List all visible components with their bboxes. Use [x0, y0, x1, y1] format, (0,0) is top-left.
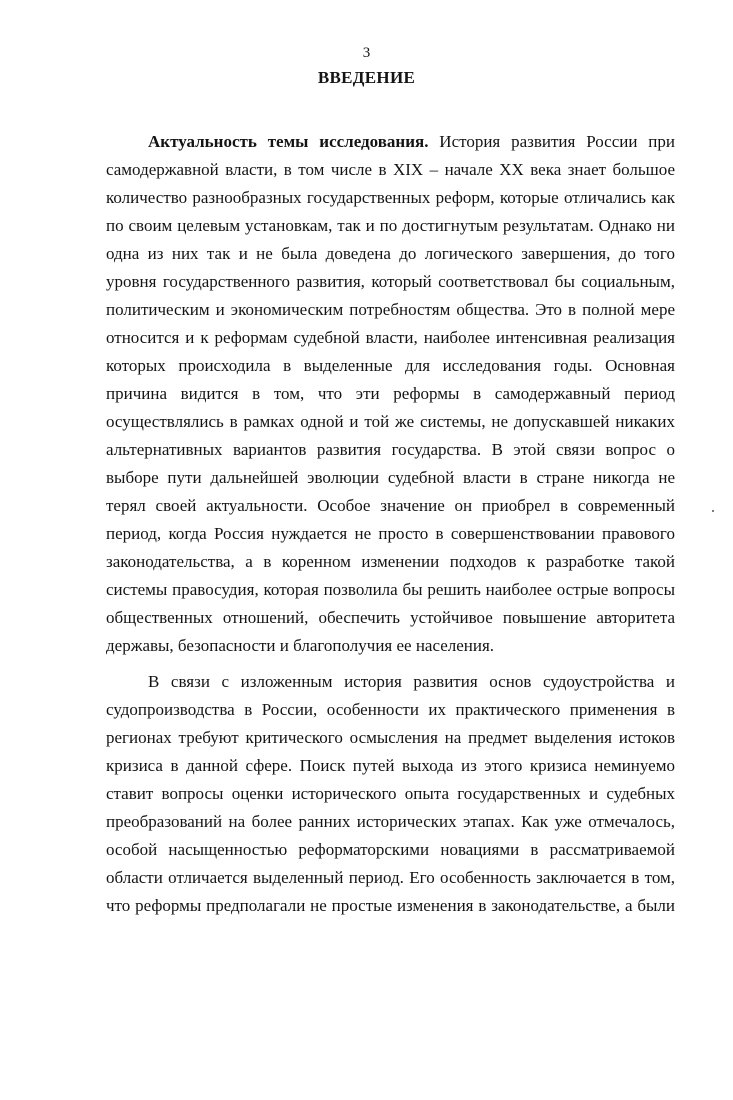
paragraph-line: особой насыщенностью реформаторскими новациями в рассматриваемой — [106, 840, 675, 859]
paragraph-line: период, когда Россия нуждается не просто в совершенствовании правового — [106, 524, 675, 543]
paragraph-lead: Актуальность темы исследования. — [148, 132, 429, 151]
paragraph-line: уровня государственного развития, который соответствовал бы социальным, — [106, 272, 675, 291]
paragraph-line-text: История развития России при — [428, 132, 675, 151]
paragraph-line: выборе пути дальнейшей эволюции судебной власти в стране никогда не — [106, 468, 675, 487]
paragraph-line: по своим целевым установкам, так и по достигнутым результатам. Однако ни — [106, 216, 675, 235]
page-number: 3 — [362, 45, 371, 61]
paragraph-line: что реформы предполагали не простые изменения в законодательстве, а были — [106, 896, 675, 915]
paragraph-line: законодательства, а в коренном изменении подходов к разработке такой — [106, 552, 675, 571]
paragraph-line: терял своей актуальности. Особое значение он приобрел в современный — [106, 496, 675, 515]
paragraph-line — [148, 128, 675, 156]
paragraph-line: преобразований на более ранних исторических этапах. Как уже отмечалось, — [106, 812, 675, 831]
paragraph-line: осуществлялись в рамках одной и той же системы, не допускавшей никаких — [106, 412, 675, 431]
page-title: ВВЕДЕНИЕ — [317, 68, 416, 87]
paragraph-line: количество разнообразных государственных реформ, которые отличались как — [106, 188, 675, 207]
paragraph-line: альтернативных вариантов развития государства. В этой связи вопрос о — [106, 440, 675, 459]
paragraph-line: общественных отношений, обеспечить устойчивое повышение авторитета — [106, 608, 675, 627]
paragraph-line: системы правосудия, которая позволила бы решить наиболее острые вопросы — [106, 580, 675, 599]
paragraph-line: судопроизводства в России, особенности их практического применения в — [106, 700, 675, 719]
paragraph-line: ставит вопросы оценки исторического опыта государственных и судебных — [106, 784, 675, 803]
paragraph-line: кризиса в данной сфере. Поиск путей выхода из этого кризиса неминуемо — [106, 756, 675, 775]
paragraph-line: регионах требуют критического осмысления на предмет выделения истоков — [106, 728, 675, 747]
paragraph-line: которых происходила в выделенные для исследования годы. Основная — [106, 356, 675, 375]
scan-speck — [712, 510, 714, 512]
paragraph-line: самодержавной власти, в том числе в XIX – начале XX века знает большое — [106, 160, 675, 179]
paragraph-line: державы, безопасности и благополучия ее населения. — [106, 636, 495, 655]
paragraph-line: относится и к реформам судебной власти, наиболее интенсивная реализация — [106, 328, 675, 347]
paragraph-line: причина видится в том, что эти реформы в самодержавный период — [106, 384, 675, 403]
paragraph-line: В связи с изложенным история развития основ судоустройства и — [148, 672, 675, 691]
paragraph-line: области отличается выделенный период. Его особенность заключается в том, — [106, 868, 675, 887]
paragraph-line: политическим и экономическим потребностям общества. Это в полной мере — [106, 300, 675, 319]
paragraph-line: одна из них так и не была доведена до логического завершения, до того — [106, 244, 675, 263]
